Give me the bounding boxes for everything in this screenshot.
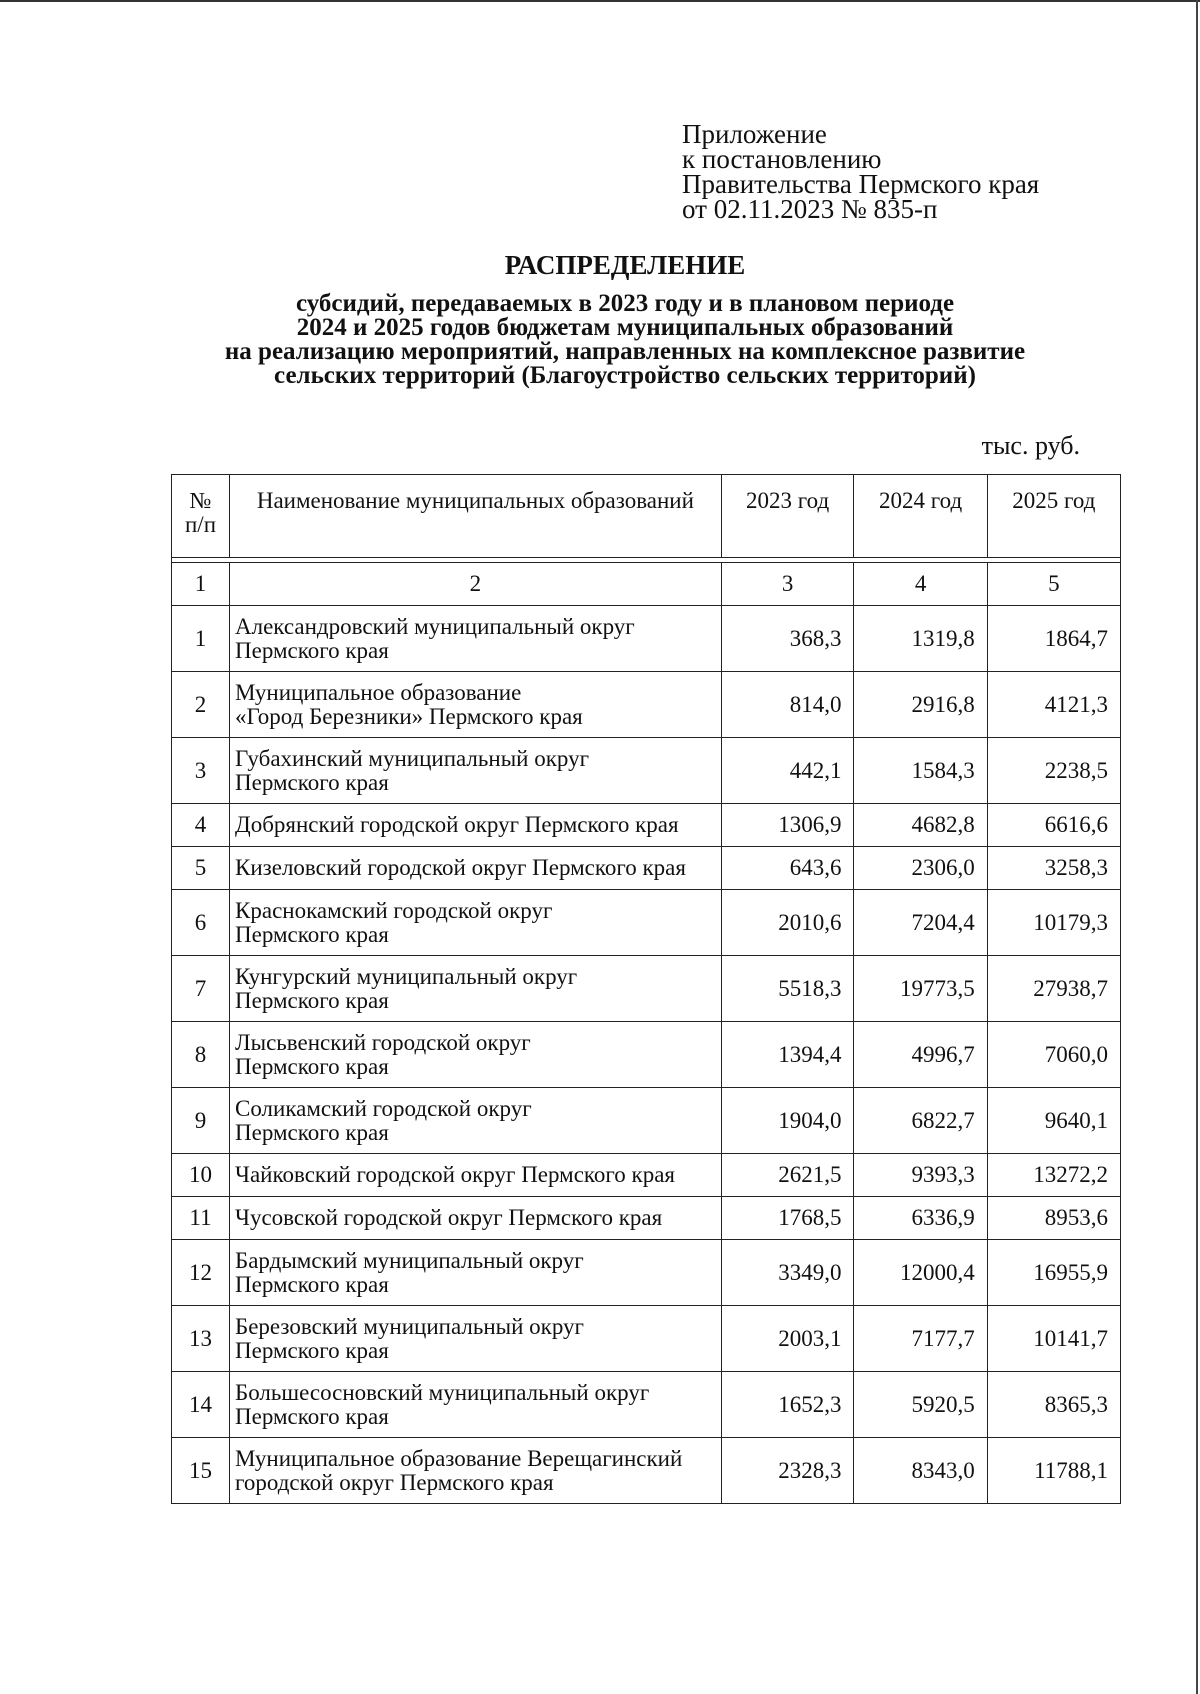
municipality-name-line: Пермского края	[235, 769, 389, 795]
distribution-table	[171, 474, 1121, 1504]
municipality-name-line: Александровский муниципальный округ	[235, 613, 635, 639]
municipality-name-line: «Город Березники» Пермского края	[235, 703, 583, 729]
appendix-block	[682, 119, 1040, 224]
appendix-line: от 02.11.2023 № 835-п	[682, 194, 938, 224]
value-2025: 13272,2	[987, 1154, 1120, 1197]
municipality-name	[230, 1088, 722, 1154]
column-number: 5	[987, 563, 1120, 606]
table-body	[172, 606, 1121, 1504]
value-2024: 12000,4	[854, 1240, 987, 1306]
municipality-name	[230, 1022, 722, 1088]
table-header-row	[172, 475, 1121, 558]
value-2024: 7204,4	[854, 890, 987, 956]
municipality-name-line: Пермского края	[235, 1337, 389, 1363]
municipality-name-line: Пермского края	[235, 1053, 389, 1079]
row-number: 3	[172, 738, 230, 804]
municipality-name	[230, 1372, 722, 1438]
value-2024: 6336,9	[854, 1197, 987, 1240]
municipality-name-line: Муниципальное образование Верещагинский	[235, 1445, 683, 1471]
value-2024: 4996,7	[854, 1022, 987, 1088]
table-row	[172, 956, 1121, 1022]
row-number: 2	[172, 672, 230, 738]
municipality-name-line: Чусовской городской округ Пермского края	[235, 1205, 663, 1230]
page-edge-top	[0, 0, 1200, 2]
value-2024: 19773,5	[854, 956, 987, 1022]
value-2025: 16955,9	[987, 1240, 1120, 1306]
table-row	[172, 1240, 1121, 1306]
row-number: 13	[172, 1306, 230, 1372]
row-number: 12	[172, 1240, 230, 1306]
value-2025: 4121,3	[987, 672, 1120, 738]
table-row	[172, 1197, 1121, 1240]
value-2025: 11788,1	[987, 1438, 1120, 1504]
municipality-name-line: Пермского края	[235, 637, 389, 663]
value-2025: 8953,6	[987, 1197, 1120, 1240]
value-2025: 3258,3	[987, 847, 1120, 890]
table-row	[172, 1438, 1121, 1504]
column-number-row	[172, 563, 1121, 606]
value-2023: 442,1	[721, 738, 854, 804]
municipality-name-line: Соликамский городской округ	[235, 1095, 532, 1121]
table-row	[172, 847, 1121, 890]
subtitle-line: на реализацию мероприятий, направленных на комплексное развитие	[224, 338, 1026, 365]
document-subtitle	[0, 292, 1200, 388]
municipality-name-line: Пермского края	[235, 987, 389, 1013]
value-2023: 1768,5	[721, 1197, 854, 1240]
row-number: 1	[172, 606, 230, 672]
municipality-name	[230, 738, 722, 804]
value-2023: 1306,9	[721, 804, 854, 847]
municipality-name-line: Чайковский городской округ Пермского края	[235, 1162, 676, 1187]
value-2025: 10179,3	[987, 890, 1120, 956]
value-2024: 2916,8	[854, 672, 987, 738]
municipality-name	[230, 1438, 722, 1504]
units-label: тыс. руб.	[981, 431, 1080, 460]
row-number: 6	[172, 890, 230, 956]
table-row	[172, 738, 1121, 804]
value-2024: 6822,7	[854, 1088, 987, 1154]
table-row	[172, 606, 1121, 672]
subtitle-line: сельских территорий (Благоустройство сельских территорий)	[274, 362, 976, 389]
header-2024: 2024 год	[854, 475, 987, 558]
value-2024: 4682,8	[854, 804, 987, 847]
municipality-name	[230, 672, 722, 738]
document-title: РАСПРЕДЕЛЕНИЕ	[504, 250, 746, 280]
municipality-name	[230, 890, 722, 956]
header-2023: 2023 год	[721, 475, 854, 558]
municipality-name-line: Муниципальное образование	[235, 679, 522, 705]
row-number: 14	[172, 1372, 230, 1438]
municipality-name-line: Добрянский городской округ Пермского края	[235, 812, 679, 837]
value-2025: 9640,1	[987, 1088, 1120, 1154]
appendix-line: к постановлению	[682, 144, 882, 174]
municipality-name	[230, 1240, 722, 1306]
subtitle-line: 2024 и 2025 годов бюджетам муниципальных образований	[296, 314, 954, 341]
row-number: 10	[172, 1154, 230, 1197]
table-row	[172, 1154, 1121, 1197]
municipality-name	[230, 804, 722, 847]
value-2023: 368,3	[721, 606, 854, 672]
table-row	[172, 1022, 1121, 1088]
header-name: Наименование муниципальных образований	[230, 475, 722, 558]
municipality-name	[230, 1154, 722, 1197]
municipality-name-line: Березовский муниципальный округ	[235, 1313, 584, 1339]
municipality-name-line: Пермского края	[235, 1271, 389, 1297]
value-2024: 2306,0	[854, 847, 987, 890]
value-2024: 8343,0	[854, 1438, 987, 1504]
row-number: 15	[172, 1438, 230, 1504]
value-2023: 1394,4	[721, 1022, 854, 1088]
municipality-name-line: Бардымский муниципальный округ	[235, 1247, 584, 1273]
table-row	[172, 672, 1121, 738]
value-2025: 8365,3	[987, 1372, 1120, 1438]
row-number: 4	[172, 804, 230, 847]
municipality-name-line: Большесосновский муниципальный округ	[235, 1379, 650, 1405]
value-2025: 1864,7	[987, 606, 1120, 672]
table-row	[172, 804, 1121, 847]
value-2025: 2238,5	[987, 738, 1120, 804]
municipality-name	[230, 1197, 722, 1240]
appendix-line: Правительства Пермского края	[682, 169, 1040, 199]
municipality-name-line: Кунгурский муниципальный округ	[235, 963, 578, 989]
value-2025: 10141,7	[987, 1306, 1120, 1372]
row-number: 5	[172, 847, 230, 890]
value-2023: 3349,0	[721, 1240, 854, 1306]
municipality-name-line: Пермского края	[235, 1403, 389, 1429]
row-number: 7	[172, 956, 230, 1022]
row-number: 9	[172, 1088, 230, 1154]
column-number: 3	[721, 563, 854, 606]
header-num-line: №	[189, 488, 212, 513]
value-2024: 1319,8	[854, 606, 987, 672]
municipality-name-line: Краснокамский городской округ	[235, 897, 553, 923]
row-number: 11	[172, 1197, 230, 1240]
subtitle-line: субсидий, передаваемых в 2023 году и в плановом периоде	[295, 290, 955, 317]
municipality-name-line: Лысьвенский городской округ	[235, 1029, 531, 1055]
value-2024: 9393,3	[854, 1154, 987, 1197]
value-2025: 7060,0	[987, 1022, 1120, 1088]
value-2025: 27938,7	[987, 956, 1120, 1022]
value-2024: 1584,3	[854, 738, 987, 804]
municipality-name	[230, 606, 722, 672]
value-2023: 2003,1	[721, 1306, 854, 1372]
table-row	[172, 890, 1121, 956]
municipality-name-line: городской округ Пермского края	[235, 1469, 554, 1495]
row-number: 8	[172, 1022, 230, 1088]
municipality-name	[230, 956, 722, 1022]
value-2023: 2328,3	[721, 1438, 854, 1504]
value-2025: 6616,6	[987, 804, 1120, 847]
column-number: 2	[230, 563, 722, 606]
value-2023: 1652,3	[721, 1372, 854, 1438]
table-row	[172, 1306, 1121, 1372]
municipality-name-line: Пермского края	[235, 921, 389, 947]
value-2023: 814,0	[721, 672, 854, 738]
value-2023: 2621,5	[721, 1154, 854, 1197]
column-number: 1	[172, 563, 230, 606]
municipality-name-line: Губахинский муниципальный округ	[235, 745, 590, 771]
municipality-name	[230, 1306, 722, 1372]
header-num	[172, 475, 230, 558]
header-2025: 2025 год	[987, 475, 1120, 558]
column-number: 4	[854, 563, 987, 606]
municipality-name	[230, 847, 722, 890]
appendix-line: Приложение	[682, 119, 827, 149]
municipality-name-line: Кизеловский городской округ Пермского края	[235, 855, 686, 880]
municipality-name-line: Пермского края	[235, 1119, 389, 1145]
value-2023: 643,6	[721, 847, 854, 890]
value-2024: 5920,5	[854, 1372, 987, 1438]
table-row	[172, 1088, 1121, 1154]
value-2023: 2010,6	[721, 890, 854, 956]
value-2023: 5518,3	[721, 956, 854, 1022]
value-2024: 7177,7	[854, 1306, 987, 1372]
table-row	[172, 1372, 1121, 1438]
value-2023: 1904,0	[721, 1088, 854, 1154]
header-num-line: п/п	[185, 512, 217, 537]
